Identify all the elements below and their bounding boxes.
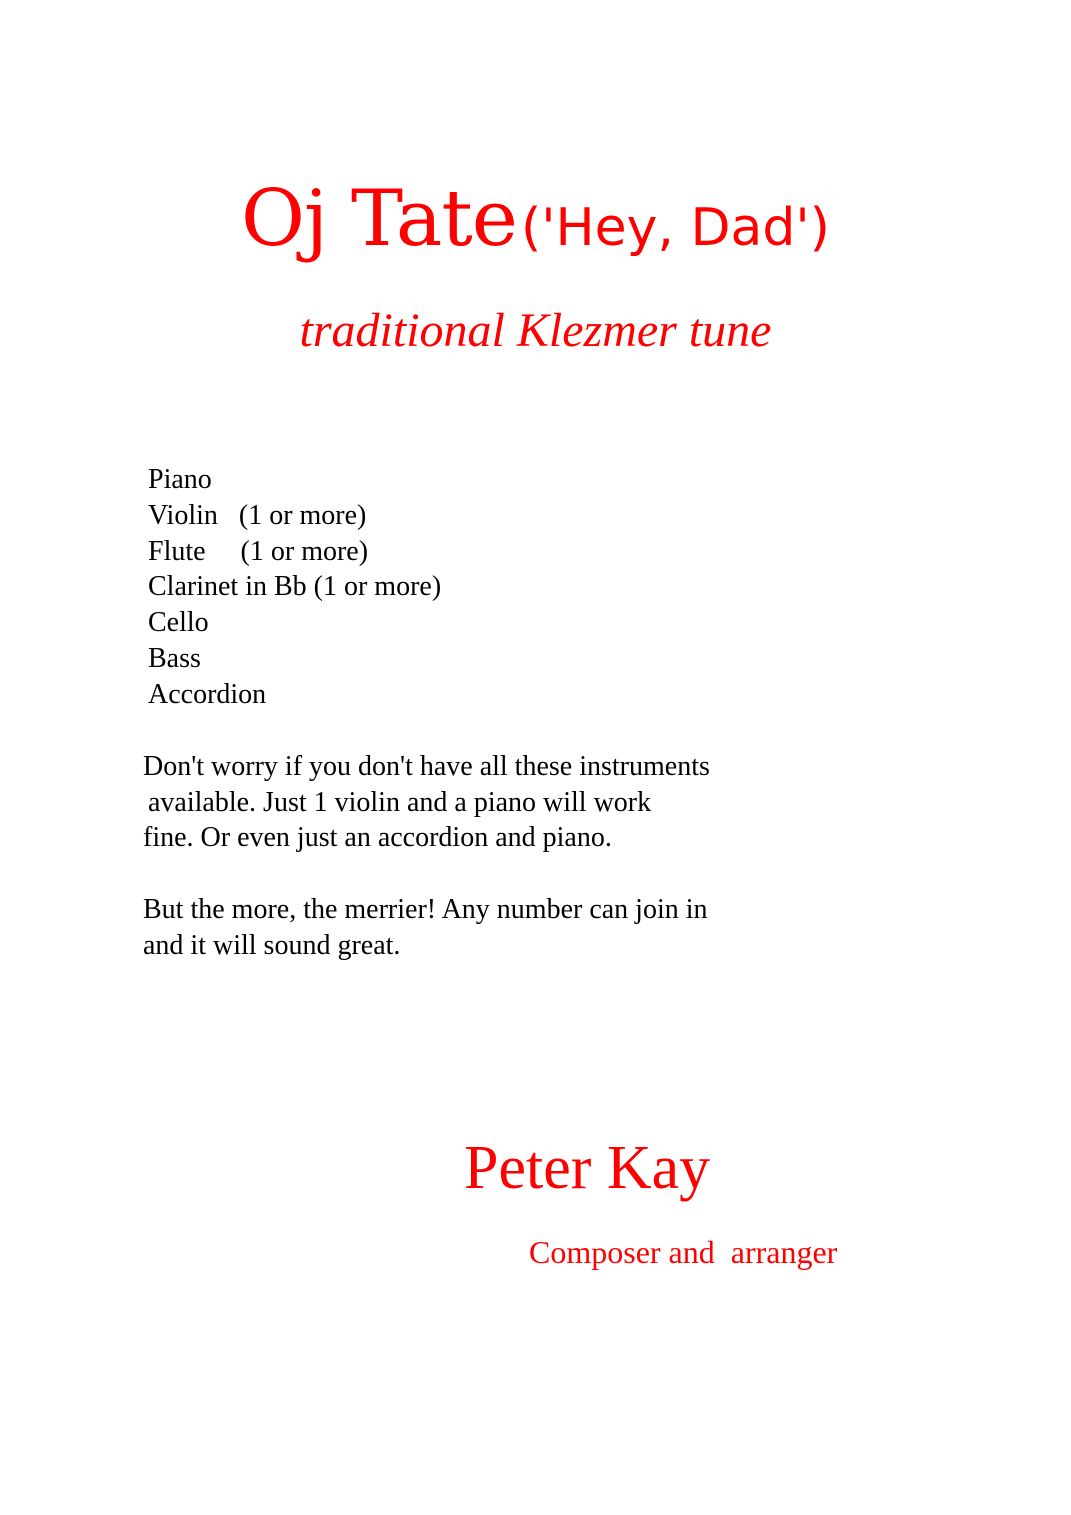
instrument-list xyxy=(148,462,441,713)
instrument-item: Bass xyxy=(148,642,201,674)
note-line: fine. Or even just an accordion and piano. xyxy=(143,822,612,853)
piece-title-translation: ('Hey, Dad') xyxy=(520,198,830,258)
note-line: available. Just 1 violin and a piano will work xyxy=(148,786,652,818)
instrument-item: Accordion xyxy=(148,678,267,710)
instrumentation-note xyxy=(143,749,710,856)
author-name: Peter Kay xyxy=(464,1134,711,1202)
note-line: But the more, the merrier! Any number can join in xyxy=(143,894,708,925)
piece-subtitle: traditional Klezmer tune xyxy=(299,304,772,357)
note-line: and it will sound great. xyxy=(143,929,401,961)
note-line: Don't worry if you don't have all these instruments xyxy=(143,751,710,782)
instrument-item: Piano xyxy=(148,464,212,495)
instrument-item: Flute (1 or more) xyxy=(148,535,369,567)
encouragement-note xyxy=(143,892,708,963)
piece-title xyxy=(0,174,1071,264)
author-role: Composer and arranger xyxy=(529,1234,838,1270)
piece-title-main: Oj Tate xyxy=(241,174,517,264)
instrument-item: Clarinet in Bb (1 or more) xyxy=(148,571,442,603)
instrument-item: Violin (1 or more) xyxy=(148,499,367,531)
instrument-item: Cello xyxy=(148,607,209,639)
